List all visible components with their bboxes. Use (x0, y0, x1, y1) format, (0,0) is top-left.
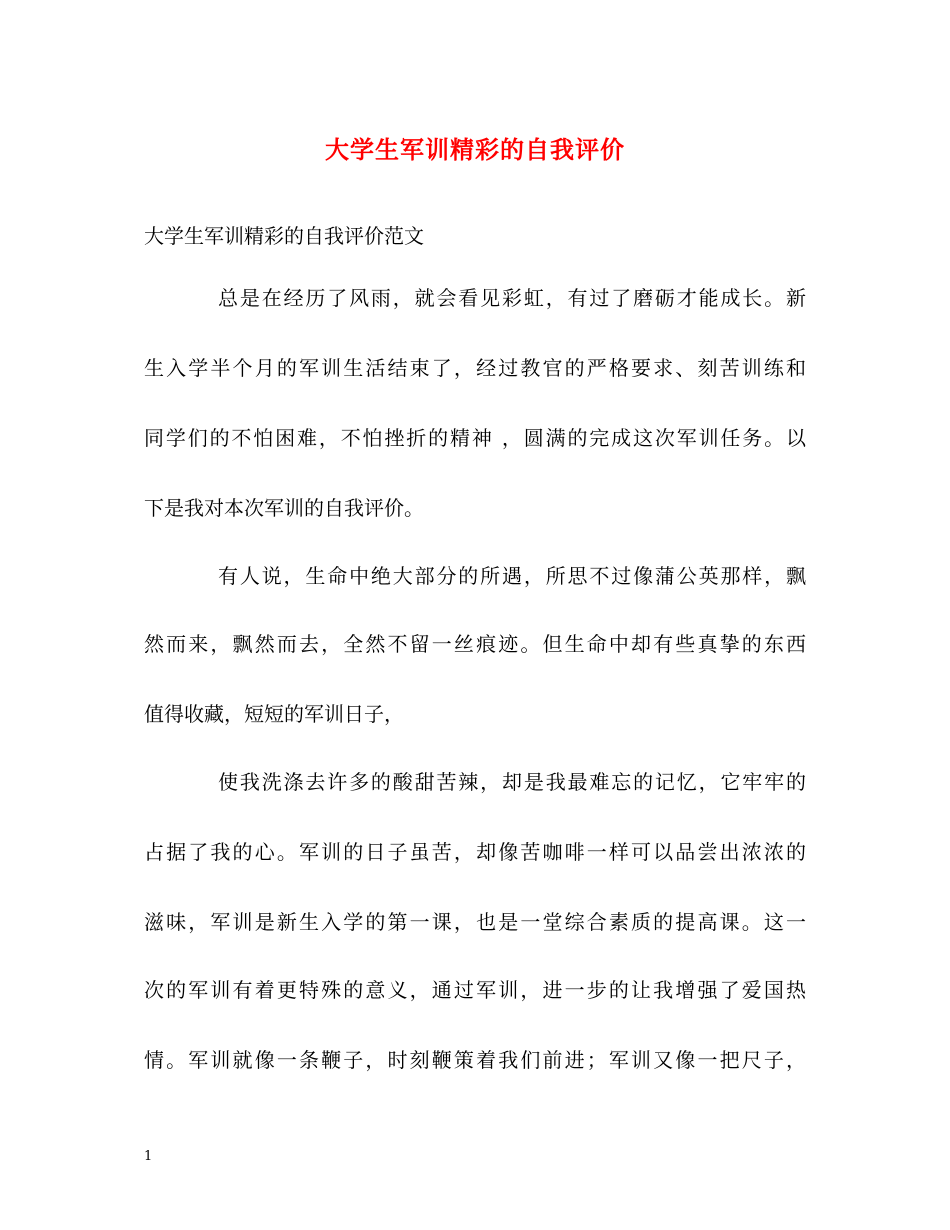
page-number: 1 (144, 1149, 153, 1164)
paragraph-line: 生入学半个月的军训生活结束了，经过教官的严格要求、刻苦训练和 (144, 356, 806, 380)
paragraph-line: 下是我对本次军训的自我评价。 (144, 496, 424, 520)
paragraph-line: 滋味，军训是新生入学的第一课，也是一堂综合素质的提高课。这一 (144, 910, 806, 934)
document-subtitle: 大学生军训精彩的自我评价范文 (144, 224, 424, 248)
paragraph-line: 同学们的不怕困难，不怕挫折的精神 ，圆满的完成这次军训任务。以 (144, 426, 806, 450)
document-title: 大学生军训精彩的自我评价 (325, 135, 625, 164)
paragraph-line: 值得收藏，短短的军训日子， (144, 702, 404, 726)
paragraph-line: 次的军训有着更特殊的意义，通过军训，进一步的让我增强了爱国热 (144, 978, 806, 1002)
paragraph-line: 使我洗涤去许多的酸甜苦辣，却是我最难忘的记忆，它牢牢的 (218, 770, 806, 794)
paragraph-line: 占据了我的心。军训的日子虽苦，却像苦咖啡一样可以品尝出浓浓的 (144, 840, 806, 864)
paragraph-line: 总是在经历了风雨，就会看见彩虹，有过了磨砺才能成长。新 (218, 286, 806, 310)
paragraph-line: 然而来，飘然而去，全然不留一丝痕迹。但生命中却有些真挚的东西 (144, 632, 806, 656)
paragraph-line: 有人说，生命中绝大部分的所遇，所思不过像蒲公英那样，飘 (218, 564, 806, 588)
paragraph-line: 情。军训就像一条鞭子，时刻鞭策着我们前进；军训又像一把尺子， (144, 1048, 806, 1072)
